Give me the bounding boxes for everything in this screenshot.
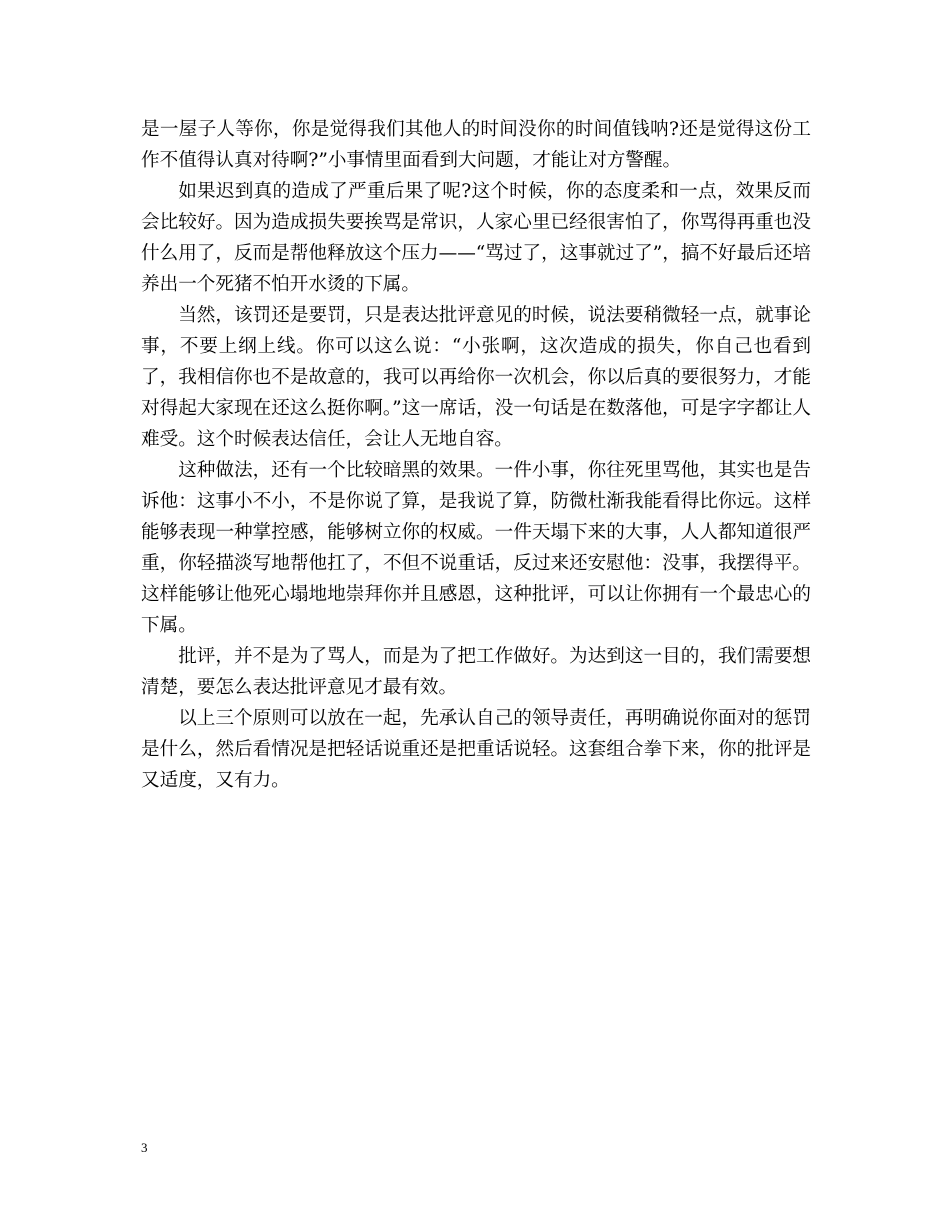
paragraph-3: 当然，该罚还是要罚，只是表达批评意见的时候，说法要稍微轻一点，就事论事，不要上纲上线。你可以这么说：“小张啊，这次造成的损失，你自己也看到了，我相信你也不是故意的，我可以再给你一次机会，你以后真的要很努力，才能对得起大家现在还这么挺你啊。”这一席话，没一句话是在数落他，可是字字都让人难受。这个时候表达信任，会让人无地自容。 xyxy=(141,305,811,450)
paragraph-2: 如果迟到真的造成了严重后果了呢?这个时候，你的态度柔和一点，效果反而会比较好。因为造成损失要挨骂是常识，人家心里已经很害怕了，你骂得再重也没什么用了，反而是帮他释放这个压力——“骂过了，这事就过了”，搞不好最后还培养出一个死猪不怕开水烫的下属。 xyxy=(141,181,811,295)
page-number: 3 xyxy=(141,1140,148,1155)
paragraph-1: 是一屋子人等你，你是觉得我们其他人的时间没你的时间值钱呐?还是觉得这份工作不值得认真对待啊?”小事情里面看到大问题，才能让对方警醒。 xyxy=(141,119,811,171)
document-body xyxy=(141,114,811,796)
paragraph-4: 这种做法，还有一个比较暗黑的效果。一件小事，你往死里骂他，其实也是告诉他：这事小不小，不是你说了算，是我说了算，防微杜渐我能看得比你远。这样能够表现一种掌控感，能够树立你的权威。一件天塌下来的大事，人人都知道很严重，你轻描淡写地帮他扛了，不但不说重话，反过来还安慰他：没事，我摆得平。这样能够让他死心塌地地崇拜你并且感恩，这种批评，可以让你拥有一个最忠心的下属。 xyxy=(141,460,811,636)
paragraph-5: 批评，并不是为了骂人，而是为了把工作做好。为达到这一目的，我们需要想清楚，要怎么表达批评意见才最有效。 xyxy=(141,646,811,698)
paragraph-6: 以上三个原则可以放在一起，先承认自己的领导责任，再明确说你面对的惩罚是什么，然后看情况是把轻话说重还是把重话说轻。这套组合拳下来，你的批评是又适度，又有力。 xyxy=(141,708,811,791)
